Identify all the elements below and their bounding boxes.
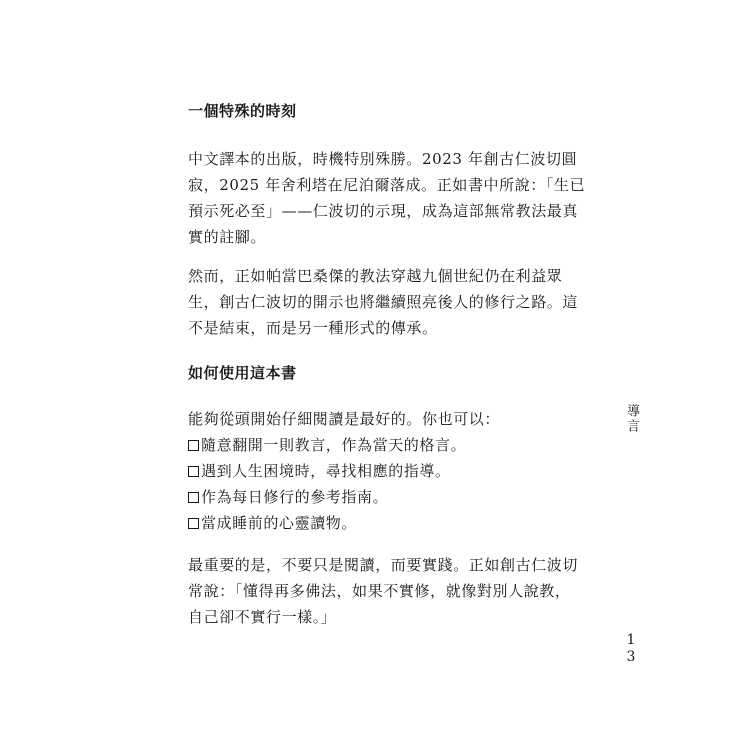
list-item — [188, 484, 466, 510]
section-heading-special-moment: 一個特殊的時刻 — [188, 102, 297, 120]
paragraph-publication — [188, 146, 585, 250]
text-line: 自己卻不實行一樣。」 — [188, 608, 337, 626]
list-item — [188, 510, 466, 536]
list-item-text: 隨意翻開一則教言，作為當天的格言。 — [201, 436, 467, 454]
checkbox-icon — [188, 466, 199, 477]
list-item — [188, 432, 466, 458]
list-item-text: 當成睡前的心靈讀物。 — [201, 514, 358, 532]
checkbox-icon — [188, 440, 199, 451]
text-line: 寂，2025 年舍利塔在尼泊爾落成。正如書中所說：「生已 — [188, 176, 586, 194]
list-item-text: 作為每日修行的參考指南。 — [201, 488, 389, 506]
text-line: 不是結束，而是另一種形式的傳承。 — [188, 319, 438, 337]
text-line: 實的註腳。 — [188, 228, 267, 246]
paragraph-lineage — [188, 263, 578, 341]
paragraph-reading-intro — [188, 406, 500, 432]
text-line: 然而，正如帕當巴桑傑的教法穿越九個世紀仍在利益眾 — [188, 267, 563, 285]
text-line: 能夠從頭開始仔細閱讀是最好的。你也可以： — [188, 410, 501, 428]
page-number — [625, 632, 637, 666]
text-line: 預示死必至」——仁波切的示現，成為這部無常教法最真 — [188, 202, 579, 220]
page-number-digit: 3 — [626, 649, 636, 665]
section-heading-how-to-use: 如何使用這本書 — [188, 364, 297, 382]
checkbox-icon — [188, 492, 199, 503]
list-item-text: 遇到人生困境時，尋找相應的指導。 — [201, 462, 451, 480]
usage-checklist — [188, 432, 466, 536]
text-line: 最重要的是，不要只是閱讀，而要實踐。正如創古仁波切 — [188, 556, 579, 574]
page-number-digit: 1 — [626, 632, 636, 648]
text-line: 生，創古仁波切的開示也將繼續照亮後人的修行之路。這 — [188, 293, 579, 311]
paragraph-practice — [188, 552, 578, 630]
text-line: 中文譯本的出版，時機特別殊勝。2023 年創古仁波切圓 — [188, 150, 578, 168]
section-label: 導言 — [624, 404, 639, 434]
text-line: 常說：「懂得再多佛法，如果不實修，就像對別人說教， — [188, 582, 571, 600]
checkbox-icon — [188, 518, 199, 529]
list-item — [188, 458, 466, 484]
